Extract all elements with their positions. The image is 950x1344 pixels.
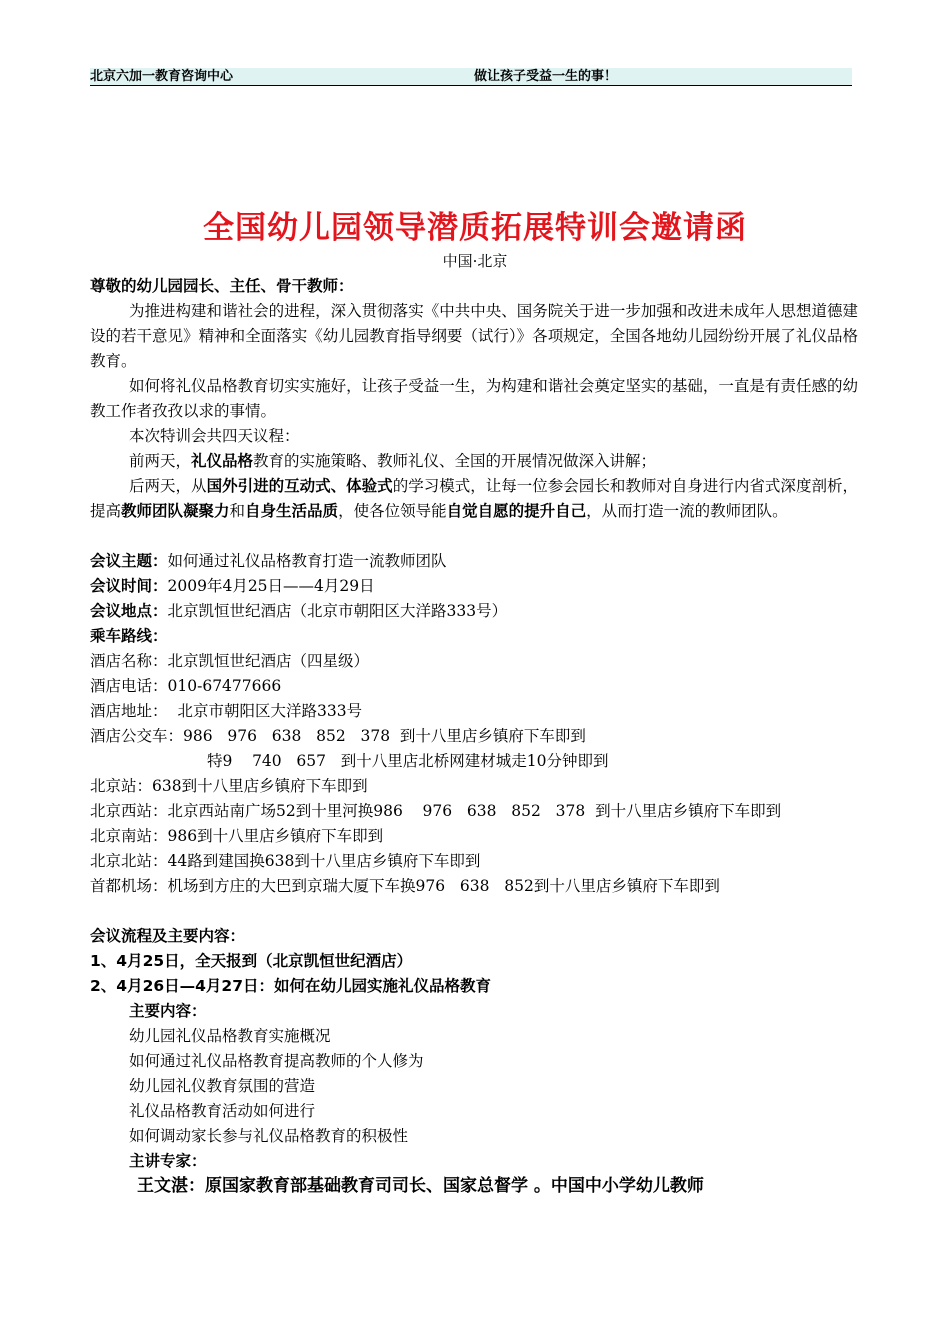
route-label: 乘车路线： [90,627,168,645]
meeting-time [90,574,858,599]
hotel-address-value: 北京市朝阳区大洋路333号 [177,702,363,720]
station-label: 北京站： [90,777,153,795]
station-label: 北京北站： [90,852,168,870]
meeting-time-label: 会议时间： [90,577,168,595]
station-label: 北京南站： [90,827,168,845]
text-run: 的学习模式，让每一位参会园长和教师对自身进行内省式深度剖析，提高 [90,477,858,520]
document-body [90,274,858,1199]
agenda-main-label: 主要内容： [129,1002,207,1020]
station-route: 北京西站南广场52到十里河换986 976 638 852 378 到十八里店乡镇府下车即到 [167,802,782,820]
intro-paragraph-4 [90,449,858,474]
hotel-phone-value: 010-67477666 [167,677,282,695]
station-label: 北京西站： [90,802,168,820]
agenda-expert-label: 主讲专家： [129,1152,207,1170]
agenda-heading: 会议流程及主要内容： [90,927,246,945]
hotel-bus-2 [90,749,858,774]
intro-paragraph-3: 本次特训会共四天议程： [129,427,300,445]
intro-paragraph-1: 为推进构建和谐社会的进程，深入贯彻落实《中共中央、国务院关于进一步加强和改进未成年人思想道德建设的若干意见》精神和全面落实《幼儿园教育指导纲要（试行）》各项规定，全国各地幼儿园纷纷开展了礼仪品格教育。 [90,302,858,370]
bold-run: 自觉自愿的提升自己 [446,502,587,520]
hotel-bus [90,724,858,749]
bold-run: 礼仪品格 [191,452,254,470]
meeting-time-value: 2009年4月25日——4月29日 [167,577,375,595]
spacer [90,524,858,549]
agenda-item-2: 2、4月26日—4月27日：如何在幼儿园实施礼仪品格教育 [90,977,491,995]
hotel-phone-label: 酒店电话： [90,677,168,695]
meeting-place [90,599,858,624]
document-subtitle: 中国·北京 [442,252,508,270]
hotel-bus-line-1: 986 976 638 852 378 到十八里店乡镇府下车即到 [183,727,586,745]
salutation: 尊敬的幼儿园园长、主任、骨干教师： [90,277,354,295]
station-row [90,874,858,899]
spacer [90,899,858,924]
text-run: ，使各位领导能 [338,502,447,520]
station-row [90,849,858,874]
header-org-name: 北京六加一教育咨询中心 [90,69,234,84]
station-row [90,774,858,799]
bold-run: 自身生活品质 [245,502,339,520]
station-row [90,799,858,824]
header-slogan: 做让孩子受益一生的事！ [474,69,618,84]
page-header [90,68,852,86]
hotel-phone [90,674,858,699]
intro-paragraph-5 [90,474,858,524]
station-route: 638到十八里店乡镇府下车即到 [152,777,368,795]
meeting-theme-label: 会议主题： [90,552,168,570]
hotel-name [90,649,858,674]
text-run: ，从而打造一流的教师团队。 [586,502,788,520]
bold-run: 国外引进的互动式、体验式 [206,477,393,495]
agenda-topic: 幼儿园礼仪品格教育实施概况 [129,1027,331,1045]
hotel-address-label: 酒店地址： [90,702,168,720]
agenda-topic: 如何调动家长参与礼仪品格教育的积极性 [129,1127,409,1145]
meeting-theme [90,549,858,574]
hotel-bus-label: 酒店公交车： [90,727,184,745]
meeting-theme-value: 如何通过礼仪品格教育打造一流教师团队 [167,552,447,570]
intro-paragraph-2: 如何将礼仪品格教育切实实施好，让孩子受益一生，为构建和谐社会奠定坚实的基础，一直是有责任感的幼教工作者孜孜以求的事情。 [90,377,858,420]
text-run: 前两天， [129,452,192,470]
agenda-topic: 如何通过礼仪品格教育提高教师的个人修为 [129,1052,424,1070]
station-route: 986到十八里店乡镇府下车即到 [167,827,384,845]
agenda-topic: 礼仪品格教育活动如何进行 [129,1102,316,1120]
meeting-place-value: 北京凯恒世纪酒店（北京市朝阳区大洋路333号） [167,602,508,620]
hotel-bus-line-2: 特9 740 657 到十八里店北桥网建材城走10分钟即到 [207,752,609,770]
bold-run: 教师团队凝聚力 [121,502,230,520]
hotel-address [90,699,858,724]
text-run: 教育的实施策略、教师礼仪、全国的开展情况做深入讲解； [253,452,657,470]
text-run: 后两天，从 [129,477,207,495]
hotel-name-label: 酒店名称： [90,652,168,670]
agenda-expert: 王文湛：原国家教育部基础教育司司长、国家总督学 。中国中小学幼儿教师 [137,1176,704,1196]
agenda-topic: 幼儿园礼仪教育氛围的营造 [129,1077,316,1095]
agenda-item-1: 1、4月25日，全天报到（北京凯恒世纪酒店） [90,952,413,970]
meeting-place-label: 会议地点： [90,602,168,620]
station-label: 首都机场： [90,877,168,895]
text-run: 和 [229,502,246,520]
station-route: 机场到方庄的大巴到京瑞大厦下车换976 638 852到十八里店乡镇府下车即到 [167,877,720,895]
hotel-name-value: 北京凯恒世纪酒店（四星级） [167,652,370,670]
station-row [90,824,858,849]
document-title: 全国幼儿园领导潜质拓展特训会邀请函 [203,210,747,246]
station-route: 44路到建国换638到十八里店乡镇府下车即到 [167,852,481,870]
